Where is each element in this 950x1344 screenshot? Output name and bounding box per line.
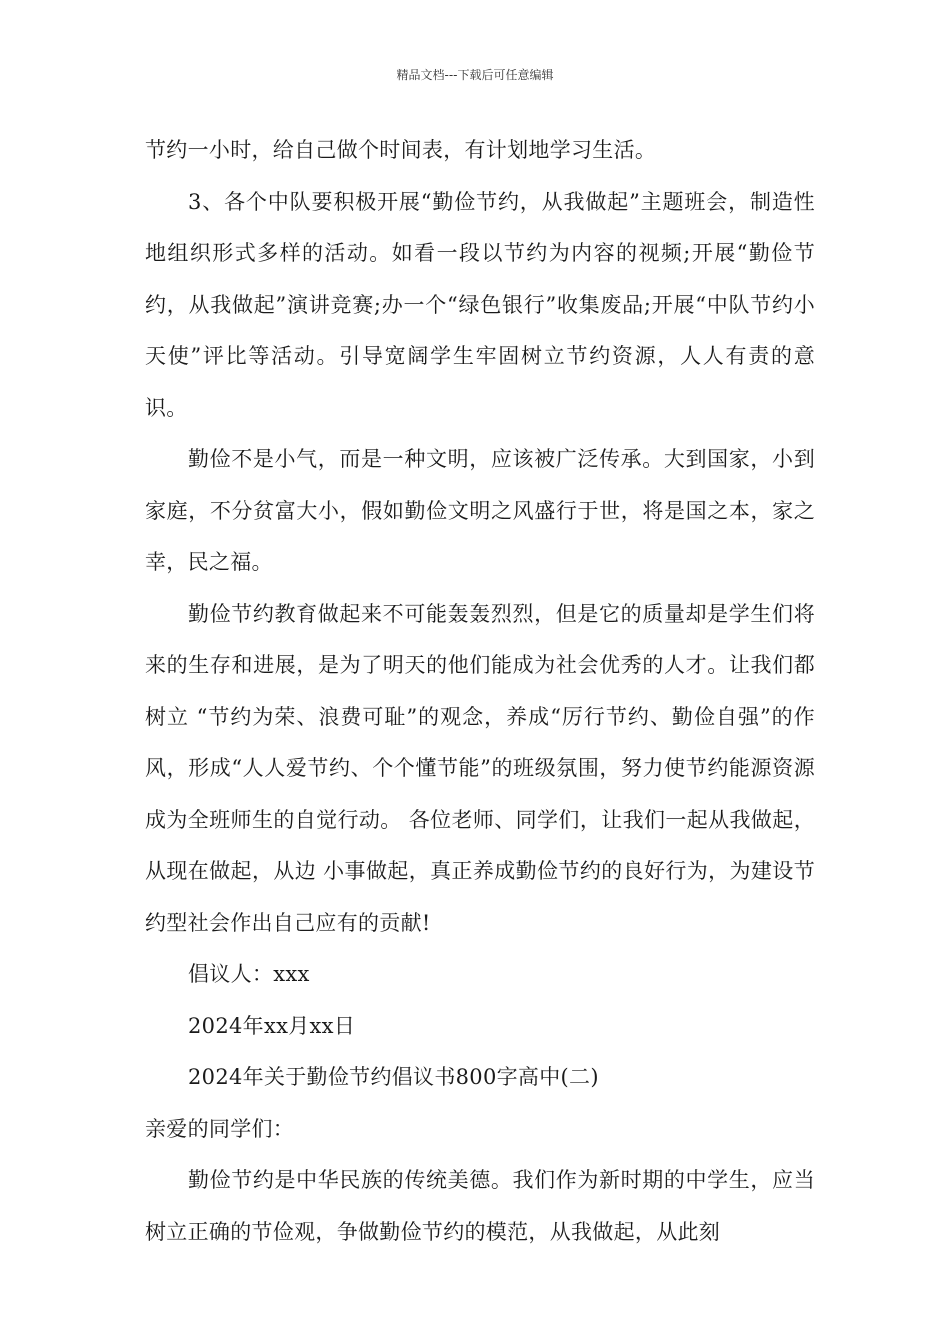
page-header: 精品文档---下载后可任意编辑 [396, 68, 554, 82]
salutation: 亲爱的同学们： [145, 1116, 295, 1141]
paragraph-1: 节约一小时，给自己做个时间表，有计划地学习生活。 [145, 138, 657, 162]
paragraph-5: 勤俭节约是中华民族的传统美德。我们作为新时期的中学生，应当树立正确的节俭观，争做勤俭节约的模范，从我做起，从此刻 [145, 1168, 815, 1244]
date-line: 2024年xx月xx日 [188, 1013, 356, 1038]
paragraph-4: 勤俭节约教育做起来不可能轰轰烈烈，但是它的质量却是学生们将来的生存和进展，是为了明天的他们能成为社会优秀的人才。让我们都树立 “节约为荣、浪费可耻”的观念，养成“厉行节约、勤俭自强”的作风，形成“人人爱节约、个个懂节能”的班级氛围，努力使节约能源资源成为全班师生的自觉行动。 各位老师、同学们，让我们一起从我做起，从现在做起，从边 小事做起，真正养成勤俭节约的良好行为，为建设节约型社会作出自己应有的贡献! [145, 601, 815, 935]
paragraph-2: 3、各个中队要积极开展“勤俭节约，从我做起”主题班会，制造性地组织形式多样的活动。如看一段以节约为内容的视频;开展“勤俭节约，从我做起”演讲竞赛;办一个“绿色银行”收集废品;开展“中队节约小天使”评比等活动。引导宽阔学生牢固树立节约资源，人人有责的意识。 [145, 189, 815, 420]
signatory-line: 倡议人：xxx [188, 962, 310, 986]
section-title: 2024年关于勤俭节约倡议书800字高中(二) [188, 1065, 599, 1089]
paragraph-3: 勤俭不是小气，而是一种文明，应该被广泛传承。大到国家，小到家庭，不分贫富大小，假如勤俭文明之风盛行于世，将是国之本，家之幸，民之福。 [145, 447, 815, 574]
document-body [145, 125, 815, 1258]
